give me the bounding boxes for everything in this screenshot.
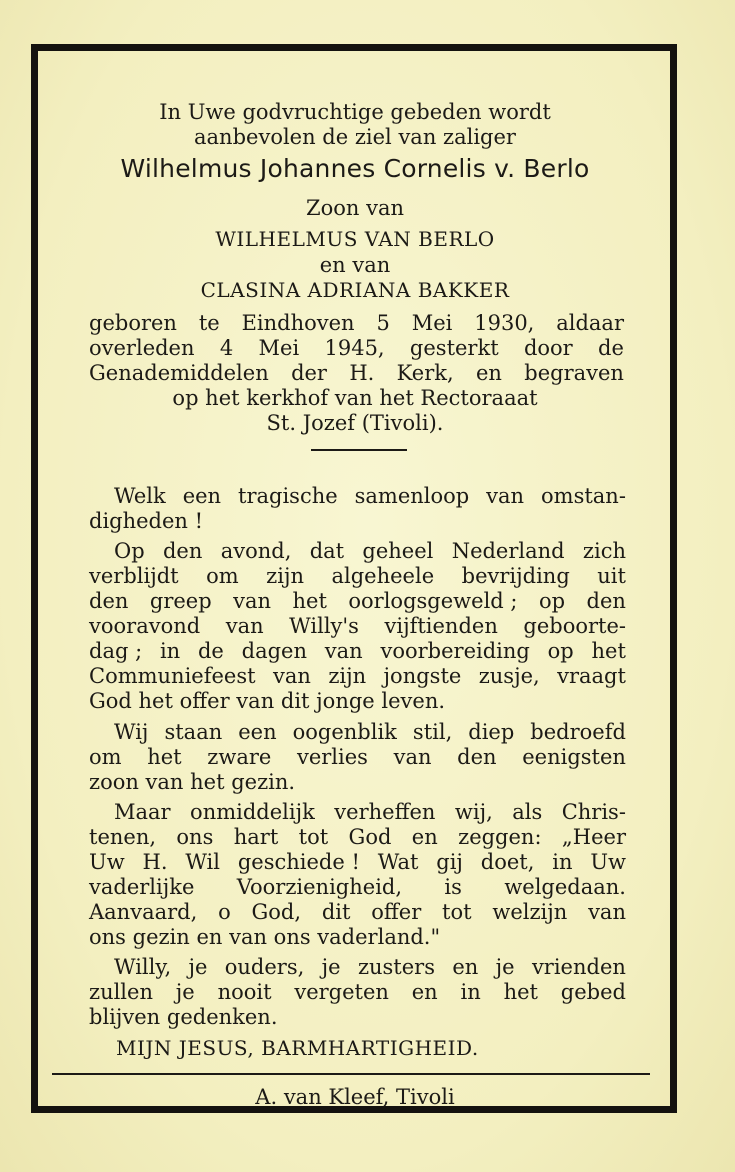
sacraments-line: Genademiddelen der H. Kerk, en begraven xyxy=(89,361,624,385)
paragraph-3-line-3: zoon van het gezin. xyxy=(89,770,296,794)
paragraph-1-line-2: digheden ! xyxy=(89,509,204,533)
memorial-card-text xyxy=(40,56,670,1109)
heading-line-2: aanbevolen de ziel van zaliger xyxy=(194,125,516,149)
section-divider xyxy=(311,449,407,451)
burial-place-line: op het kerkhof van het Rectoraaat xyxy=(172,386,538,410)
paragraph-2-line-3: den greep van het oorlogsgeweld ; op den xyxy=(89,589,626,613)
birth-line: geboren te Eindhoven 5 Mei 1930, aldaar xyxy=(89,311,624,335)
father-name: WILHELMUS VAN BERLO xyxy=(215,227,495,251)
mother-name: CLASINA ADRIANA BAKKER xyxy=(200,278,510,302)
paragraph-1-line-1: Welk een tragische samenloop van omstan- xyxy=(114,484,626,508)
paragraph-4-line-2: tenen, ons hart tot God en zeggen: „Heer xyxy=(89,825,626,849)
paragraph-2-line-7: God het offer van dit jonge leven. xyxy=(89,689,446,713)
paragraph-2-line-6: Communiefeest van zijn jongste zusje, vraagt xyxy=(89,664,626,688)
printer-credit: A. van Kleef, Tivoli xyxy=(255,1085,455,1109)
paragraph-3-line-2: om het zware verlies van den eenigsten xyxy=(89,745,626,769)
paragraph-4-line-6: ons gezin en van ons vaderland." xyxy=(89,925,441,949)
paragraph-4-line-4: vaderlijke Voorzienigheid, is welgedaan. xyxy=(89,875,626,899)
paragraph-2-line-4: vooravond van Willy's vijftienden geboorte- xyxy=(89,614,626,638)
death-line: overleden 4 Mei 1945, gesterkt door de xyxy=(89,336,624,360)
and-of-label: en van xyxy=(319,253,391,277)
paragraph-2-line-5: dag ; in de dagen van voorbereiding op het xyxy=(89,639,626,663)
paragraph-4-line-3: Uw H. Wil geschiede ! Wat gij doet, in Uw xyxy=(89,850,626,874)
heading-line-1: In Uwe godvruchtige gebeden wordt xyxy=(159,100,551,124)
paragraph-3-line-1: Wij staan een oogenblik stil, diep bedroefd xyxy=(114,720,626,744)
paragraph-2-line-1: Op den avond, dat geheel Nederland zich xyxy=(114,539,626,563)
burial-rectorate-line: St. Jozef (Tivoli). xyxy=(266,411,444,435)
son-of-label: Zoon van xyxy=(306,196,404,220)
paragraph-4-line-1: Maar onmiddelijk verheffen wij, als Chris- xyxy=(114,800,626,824)
footer-divider xyxy=(52,1073,650,1075)
paragraph-5-line-3: blijven gedenken. xyxy=(89,1005,278,1029)
paragraph-2-line-2: verblijdt om zijn algeheele bevrijding uit xyxy=(89,564,626,588)
deceased-name: Wilhelmus Johannes Cornelis v. Berlo xyxy=(120,154,590,183)
prayer-line: MIJN JESUS, BARMHARTIGHEID. xyxy=(116,1036,479,1060)
paragraph-4-line-5: Aanvaard, o God, dit offer tot welzijn van xyxy=(89,900,626,924)
paragraph-5-line-2: zullen je nooit vergeten en in het gebed xyxy=(89,980,626,1004)
paragraph-5-line-1: Willy, je ouders, je zusters en je vrienden xyxy=(114,955,626,979)
